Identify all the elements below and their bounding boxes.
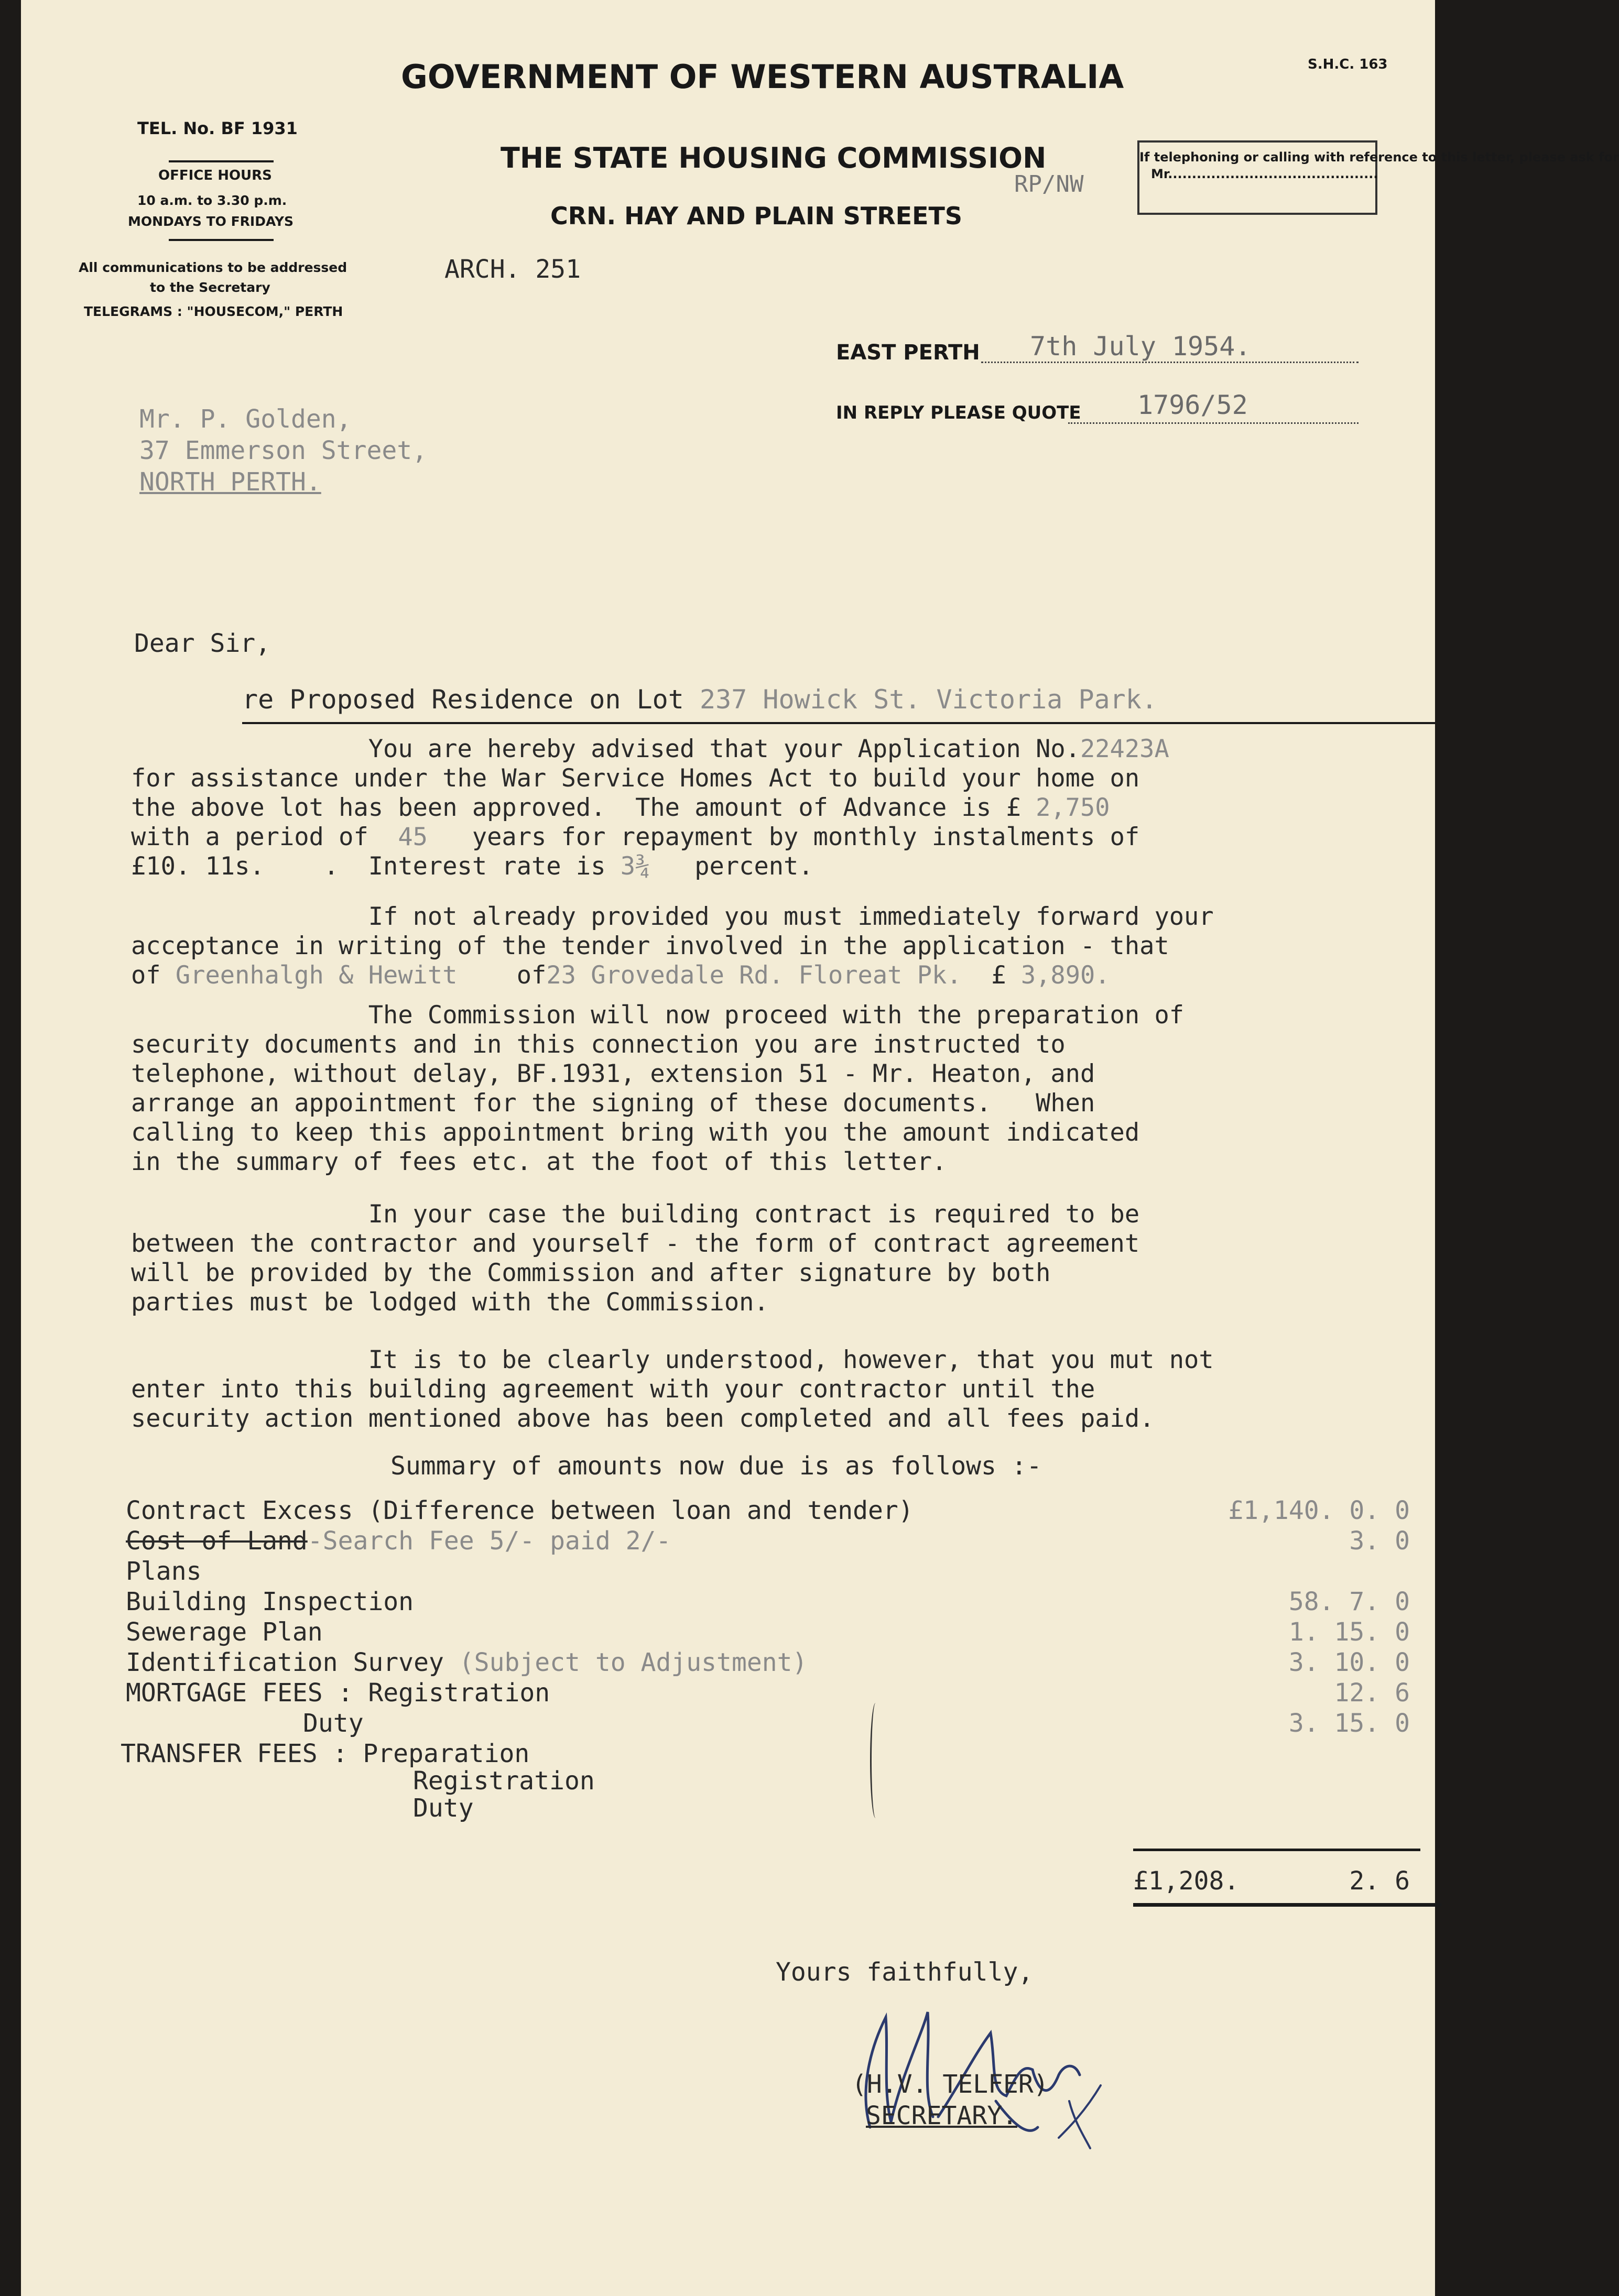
place-label: EAST PERTH: [836, 341, 980, 365]
fee-label: TRANSFER FEES : Preparation: [121, 1739, 530, 1768]
divider-bottom: [169, 239, 274, 241]
fee-amount: 3. 0: [1349, 1526, 1410, 1556]
fee-row: [126, 1617, 1410, 1647]
paragraph-1: [131, 735, 1169, 881]
addressee-suburb: NORTH PERTH.: [139, 467, 321, 497]
telephone-reference-text: If telephoning or calling with reference to this letter, please ask for: [1139, 150, 1619, 165]
addressee-street: 37 Emmerson Street,: [139, 436, 428, 465]
government-heading: GOVERNMENT OF WESTERN AUSTRALIA: [401, 58, 1124, 96]
quote-line: [1068, 422, 1359, 424]
fee-amount: 3. 10. 0: [1288, 1648, 1410, 1677]
p3-line-2: security documents and in this connection you are instructed to: [131, 1030, 1066, 1059]
fee-row: [126, 1647, 1410, 1678]
total-top-rule: [1133, 1849, 1420, 1851]
fee-amount: 12. 6: [1334, 1678, 1410, 1708]
p2-line-1: If not already provided you must immediately forward your: [131, 902, 1214, 931]
fee-label: Duty: [303, 1709, 364, 1738]
fee-row: [303, 1708, 1410, 1739]
p1-line-3: the above lot has been approved. The amount of Advance is £: [131, 793, 1036, 822]
p5-line-3: security action mentioned above has been completed and all fees paid.: [131, 1404, 1155, 1433]
p4-line-1: In your case the building contract is required to be: [131, 1200, 1140, 1229]
telephone-reference-box: [1137, 140, 1619, 215]
reply-reference: 1796/52: [1137, 390, 1248, 420]
paragraph-2: [131, 902, 1214, 990]
communications-note: All communications to be addressed: [79, 260, 347, 275]
signatory-title: SECRETARY.: [866, 2101, 1017, 2130]
subject-underline: [242, 722, 1435, 724]
tender-amount: 3,890.: [1020, 961, 1110, 990]
subject-text: re Proposed Residence on Lot: [242, 684, 700, 715]
p2-line-3c: £: [961, 961, 1021, 990]
communications-note-2: to the Secretary: [150, 280, 270, 295]
paragraph-4: [131, 1200, 1139, 1317]
p1-line-2: for assistance under the War Service Homes Act to build your home on: [131, 764, 1140, 793]
p5-line-1: It is to be clearly understood, however, that you mut not: [131, 1346, 1214, 1374]
arch-reference: ARCH. 251: [444, 255, 581, 284]
fees-bracket: [870, 1703, 881, 1818]
total-pounds: £1,208.: [1133, 1866, 1240, 1896]
p4-line-3: will be provided by the Commission and after signature by both: [131, 1259, 1051, 1287]
fee-row: [126, 1526, 1410, 1556]
closing: Yours faithfully,: [776, 1958, 1034, 1987]
total-bottom-rule: [1133, 1903, 1441, 1907]
p5-line-2: enter into this building agreement with your contractor until the: [131, 1375, 1095, 1404]
p3-line-6: in the summary of fees etc. at the foot of this letter.: [131, 1147, 947, 1176]
fee-amount: £1,140. 0. 0: [1228, 1496, 1410, 1525]
salutation: Dear Sir,: [134, 629, 271, 658]
telephone-reference-mr: Mr............................................: [1151, 167, 1378, 181]
summary-heading: Summary of amounts now due is as follows :-: [390, 1451, 1042, 1481]
fee-amount: 58. 7. 0: [1288, 1587, 1410, 1616]
fee-label: Identification Survey: [126, 1648, 459, 1677]
p1-line-5: £10. 11s. . Interest rate is: [131, 852, 621, 881]
handwritten-signature: [839, 1970, 1132, 2164]
fee-struck-label: Cost of Land: [126, 1526, 308, 1556]
p3-line-3: telephone, without delay, BF.1931, extension 51 - Mr. Heaton, and: [131, 1059, 1095, 1088]
fee-label: Registration: [413, 1766, 595, 1796]
fee-label: Building Inspection: [126, 1587, 414, 1616]
fee-label: Sewerage Plan: [126, 1617, 323, 1647]
p3-line-5: calling to keep this appointment bring with you the amount indicated: [131, 1118, 1140, 1147]
p2-line-3b: of: [457, 961, 547, 990]
p3-line-4: arrange an appointment for the signing of these documents. When: [131, 1089, 1095, 1118]
advance-amount: 2,750: [1036, 793, 1110, 822]
p3-line-1: The Commission will now proceed with the preparation of: [131, 1001, 1185, 1030]
fee-note: (Subject to Adjustment): [459, 1648, 808, 1677]
reply-quote-label: IN REPLY PLEASE QUOTE: [836, 402, 1081, 423]
application-number: 22423A: [1080, 735, 1169, 763]
office-hours-time: 10 a.m. to 3.30 p.m.: [137, 193, 287, 208]
subject-fill: 237 Howick St. Victoria Park.: [699, 684, 1157, 715]
total-rest: 2. 6: [1349, 1866, 1410, 1896]
signatory-name: (H.V. TELFER): [852, 2070, 1049, 2099]
fee-amount: 1. 15. 0: [1288, 1617, 1410, 1647]
fee-row: [126, 1678, 1410, 1708]
fee-row: [413, 1766, 595, 1796]
office-hours-days: MONDAYS TO FRIDAYS: [128, 214, 294, 229]
fee-row: [126, 1556, 1410, 1587]
fee-row: [413, 1793, 474, 1823]
interest-rate: 3¾: [620, 852, 650, 881]
subject-line: [242, 684, 1157, 715]
p4-line-4: parties must be lodged with the Commission.: [131, 1288, 769, 1317]
fee-row: [126, 1587, 1410, 1617]
fee-amount: 3. 15. 0: [1288, 1709, 1410, 1738]
total-row: [1133, 1866, 1410, 1896]
p1-line-1: You are hereby advised that your Application No.: [131, 735, 1080, 763]
repayment-years: 45: [398, 823, 428, 851]
letter-date: 7th July 1954.: [1030, 331, 1251, 362]
divider-top: [169, 160, 274, 162]
paragraph-3: [131, 1001, 1184, 1177]
p1-line-4b: years for repayment by monthly instalments of: [427, 823, 1140, 851]
telephone-number: TEL. No. BF 1931: [137, 118, 298, 138]
commission-name: THE STATE HOUSING COMMISSION: [501, 141, 1047, 174]
addressee-name: Mr. P. Golden,: [139, 404, 352, 434]
commission-address: CRN. HAY AND PLAIN STREETS: [550, 202, 963, 230]
fee-label: -Search Fee 5/- paid 2/-: [307, 1526, 671, 1556]
letter-page: [21, 0, 1619, 2296]
p2-line-2: acceptance in writing of the tender involved in the application - that: [131, 932, 1169, 960]
form-code: S.H.C. 163: [1308, 57, 1388, 72]
builder-name: Greenhalgh & Hewitt: [175, 961, 458, 990]
fee-row: [121, 1739, 1410, 1769]
fee-label: Plans: [126, 1557, 202, 1586]
p1-line-5b: percent.: [650, 852, 813, 881]
builder-address: 23 Grovedale Rd. Floreat Pk.: [546, 961, 962, 990]
typist-initials: RP/NW: [1014, 171, 1084, 198]
p4-line-2: between the contractor and yourself - the form of contract agreement: [131, 1229, 1140, 1258]
fee-label: Duty: [413, 1794, 474, 1823]
p2-line-3: of: [131, 961, 176, 990]
p1-line-4: with a period of: [131, 823, 398, 851]
fee-label: Contract Excess (Difference between loan and tender): [126, 1496, 914, 1525]
date-line: [981, 362, 1359, 363]
office-hours-label: OFFICE HOURS: [158, 168, 272, 183]
paragraph-5: [131, 1346, 1214, 1434]
fee-row: [126, 1495, 1410, 1526]
telegrams-address: TELEGRAMS : "HOUSECOM," PERTH: [84, 304, 343, 319]
fee-label: MORTGAGE FEES : Registration: [126, 1678, 550, 1708]
